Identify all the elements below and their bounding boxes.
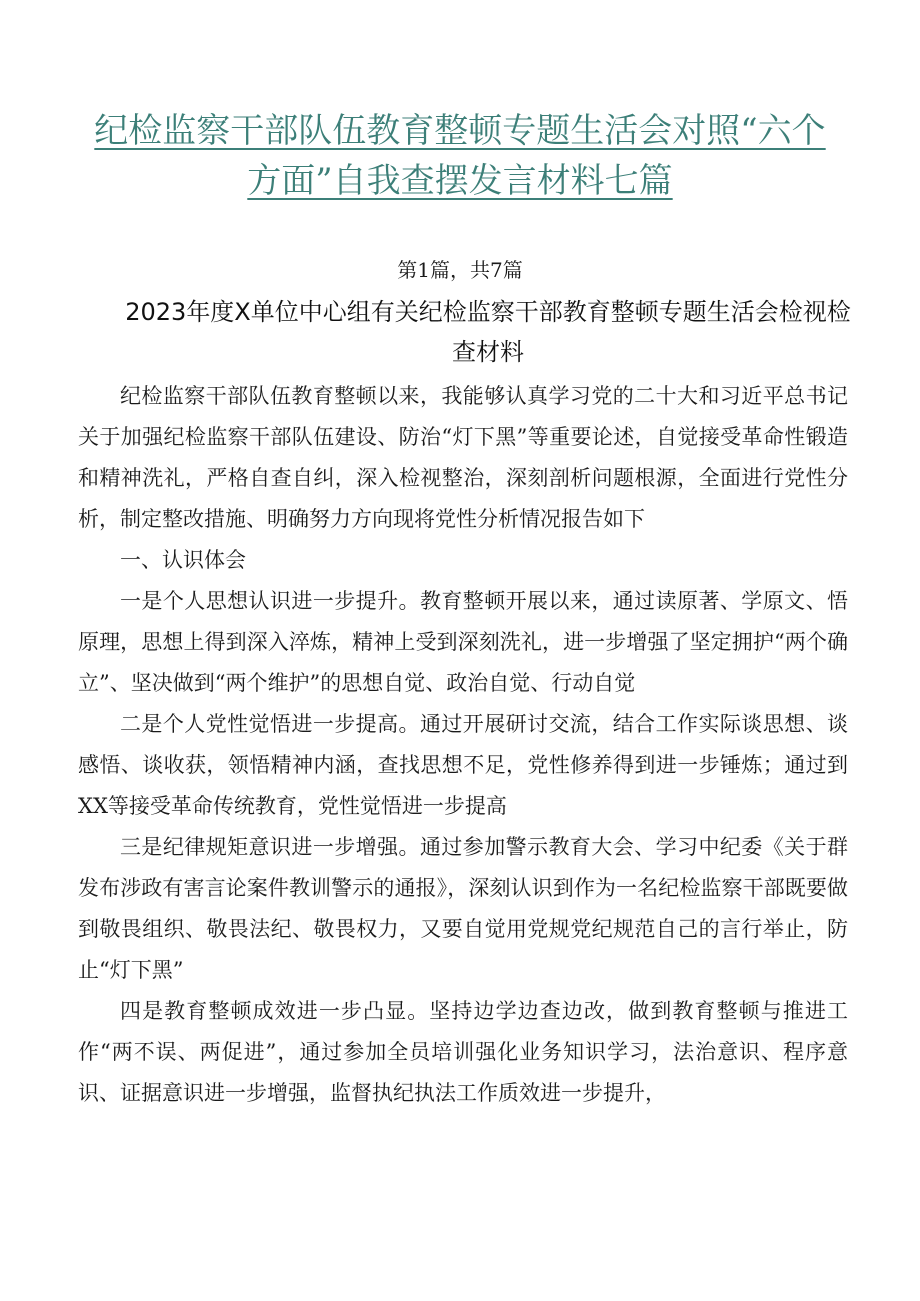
section-subtitle: 2023年度X单位中心组有关纪检监察干部教育整顿专题生活会检视检查材料: [125, 298, 851, 366]
section-heading: 一、认识体会: [120, 548, 246, 572]
body-text: [78, 376, 848, 1114]
paragraph-point-4: 四是教育整顿成效进一步凸显。坚持边学边查边改，做到教育整顿与推进工作“两不误、两促进”，通过参加全员培训强化业务知识学习，法治意识、程序意识、证据意识进一步增强，监督执纪执法工作质效进一步提升，: [78, 999, 848, 1105]
part-label: 第1篇，共7篇: [397, 258, 523, 282]
document-title: 纪检监察干部队伍教育整顿专题生活会对照“六个方面”自我查摆发言材料七篇: [94, 111, 826, 201]
paragraph-point-1: 一是个人思想认识进一步提升。教育整顿开展以来，通过读原著、学原文、悟原理，思想上得到深入淬炼，精神上受到深刻洗礼，进一步增强了坚定拥护“两个确立”、坚决做到“两个维护”的思想自觉、政治自觉、行动自觉: [78, 589, 848, 695]
paragraph-point-2: 二是个人党性觉悟进一步提高。通过开展研讨交流，结合工作实际谈思想、谈感悟、谈收获，领悟精神内涵，查找思想不足，党性修养得到进一步锤炼；通过到XX等接受革命传统教育，党性觉悟进一步提高: [78, 712, 848, 818]
paragraph-point-3: 三是纪律规矩意识进一步增强。通过参加警示教育大会、学习中纪委《关于群发布涉政有害言论案件教训警示的通报》，深刻认识到作为一名纪检监察干部既要做到敬畏组织、敬畏法纪、敬畏权力，又要自觉用党规党纪规范自己的言行举止，防止“灯下黑”: [78, 835, 848, 982]
paragraph-intro: 纪检监察干部队伍教育整顿以来，我能够认真学习党的二十大和习近平总书记关于加强纪检监察干部队伍建设、防治“灯下黑”等重要论述，自觉接受革命性锻造和精神洗礼，严格自查自纠，深入检视整治，深刻剖析问题根源，全面进行党性分析，制定整改措施、明确努力方向现将党性分析情况报告如下: [78, 384, 848, 531]
